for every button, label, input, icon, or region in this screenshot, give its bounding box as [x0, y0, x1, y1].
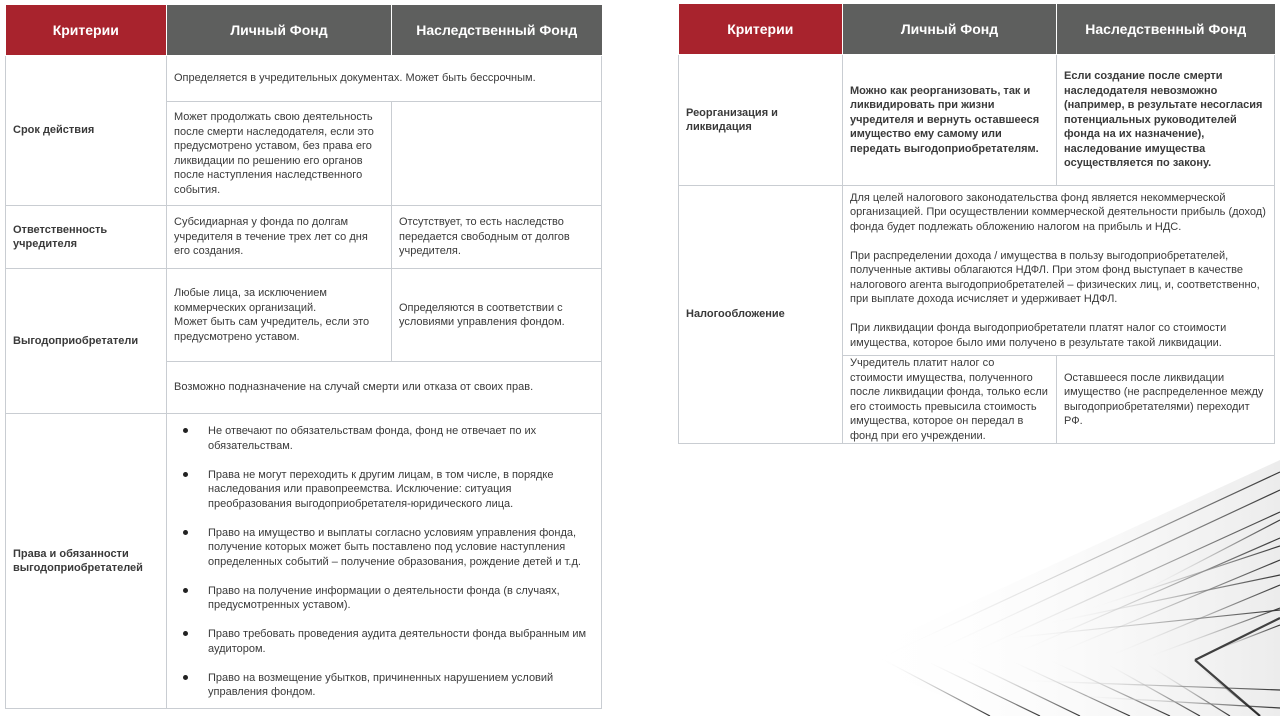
criterion-liability: Ответственность учредителя	[6, 206, 167, 269]
header-personal-fund: Личный Фонд	[843, 4, 1057, 55]
list-item: Право на получение информации о деятельности фонда (в случаях, предусмотренных уставом).	[174, 584, 594, 613]
beneficiaries-personal-line1: Любые лица, за исключением коммерческих организаций.	[174, 287, 327, 314]
reorganization-inherited-cell: Если создание после смерти наследодателя невозможно (например, в результате несогласия потенциальных руководителей фонда на их назначение), наследование имущества осуществляется по закону.	[1057, 55, 1275, 186]
beneficiaries-shared-cell: Возможно подназначение на случай смерти или отказа от своих прав.	[167, 362, 602, 414]
table-row-taxation	[679, 186, 1275, 356]
taxation-paragraph: При распределении дохода / имущества в пользу выгодоприобретателей, полученные активы облагаются НДФЛ. При этом фонд выступает в качестве налогового агента выгодоприобретателей – физических лиц, и, соответственно, при выплате дохода исчисляет и удерживает НДФЛ.	[850, 249, 1260, 306]
taxation-inherited-cell: Оставшееся после ликвидации имущество (не распределенное между выгодоприобретателями) переходит РФ.	[1057, 356, 1275, 444]
beneficiaries-personal-line2: Может быть сам учредитель, если это предусмотрено уставом.	[174, 316, 370, 343]
list-item: Права не могут переходить к другим лицам, в том числе, в порядке наследования или правопреемства. Исключение: ситуация преобразования выгодоприобретателя-юридического лица.	[174, 468, 594, 512]
taxation-personal-cell: Учредитель платит налог со стоимости имущества, полученного после ликвидации фонда, только если его стоимость превысила стоимость имущества, которое он передал в фонд при его учреждении.	[843, 356, 1057, 444]
list-item: Право на имущество и выплаты согласно условиям управления фонда, получение которых может быть поставлено под условие наступления определенных событий – получение образования, рождение детей и т.д.	[174, 526, 594, 570]
table-row-liability	[6, 206, 602, 269]
taxation-paragraph: При ликвидации фонда выгодоприобретатели платят налог со стоимости имущества, которое было ими получено в результате такой ликвидации.	[850, 322, 1227, 349]
table-header-row	[6, 5, 602, 56]
list-item: Право на возмещение убытков, причиненных нарушением условий управления фондом.	[174, 671, 594, 700]
beneficiaries-inherited-cell: Определяются в соответствии с условиями управления фондом.	[392, 269, 602, 362]
term-shared-cell: Определяется в учредительных документах. Может быть бессрочным.	[167, 56, 602, 102]
criterion-term: Срок действия	[6, 56, 167, 206]
table-header-row	[679, 4, 1275, 55]
header-inherited-fund: Наследственный Фонд	[392, 5, 602, 56]
criterion-reorganization: Реорганизация и ликвидация	[679, 55, 843, 186]
table-row-beneficiaries	[6, 269, 602, 362]
liability-inherited-cell: Отсутствует, то есть наследство передается свободным от долгов учредителя.	[392, 206, 602, 269]
term-inherited-cell	[392, 102, 602, 206]
rights-cell	[167, 414, 602, 709]
term-personal-cell: Может продолжать свою деятельность после смерти наследодателя, если это предусмотрено уставом, без права его ликвидации по решению его органов после наступления наследственного события.	[167, 102, 392, 206]
architecture-lines-graphic-icon	[840, 450, 1280, 716]
criterion-taxation: Налогообложение	[679, 186, 843, 444]
right-comparison-table	[678, 4, 1275, 444]
table-row-term	[6, 56, 602, 102]
table-row-reorganization	[679, 55, 1275, 186]
beneficiaries-personal-cell	[167, 269, 392, 362]
list-item: Право требовать проведения аудита деятельности фонда выбранным им аудитором.	[174, 627, 594, 656]
header-criteria: Критерии	[6, 5, 167, 56]
taxation-paragraph: Для целей налогового законодательства фонд является некоммерческой организацией. При осуществлении коммерческой деятельности прибыль (доход) фонда будет подлежать обложению налогом на прибыль и НДС.	[850, 191, 1266, 233]
rights-list	[174, 418, 594, 708]
header-personal-fund: Личный Фонд	[167, 5, 392, 56]
taxation-shared-cell	[843, 186, 1275, 356]
criterion-rights: Права и обязанности выгодоприобретателей	[6, 414, 167, 709]
header-inherited-fund: Наследственный Фонд	[1057, 4, 1275, 55]
table-row-rights	[6, 414, 602, 709]
left-comparison-table	[5, 5, 602, 709]
header-criteria: Критерии	[679, 4, 843, 55]
criterion-beneficiaries: Выгодоприобретатели	[6, 269, 167, 414]
reorganization-personal-cell: Можно как реорганизовать, так и ликвидировать при жизни учредителя и вернуть оставшееся имущество ему самому или передать выгодоприобретателям.	[843, 55, 1057, 186]
liability-personal-cell: Субсидиарная у фонда по долгам учредителя в течение трех лет со дня его создания.	[167, 206, 392, 269]
list-item: Не отвечают по обязательствам фонда, фонд не отвечает по их обязательствам.	[174, 424, 594, 453]
